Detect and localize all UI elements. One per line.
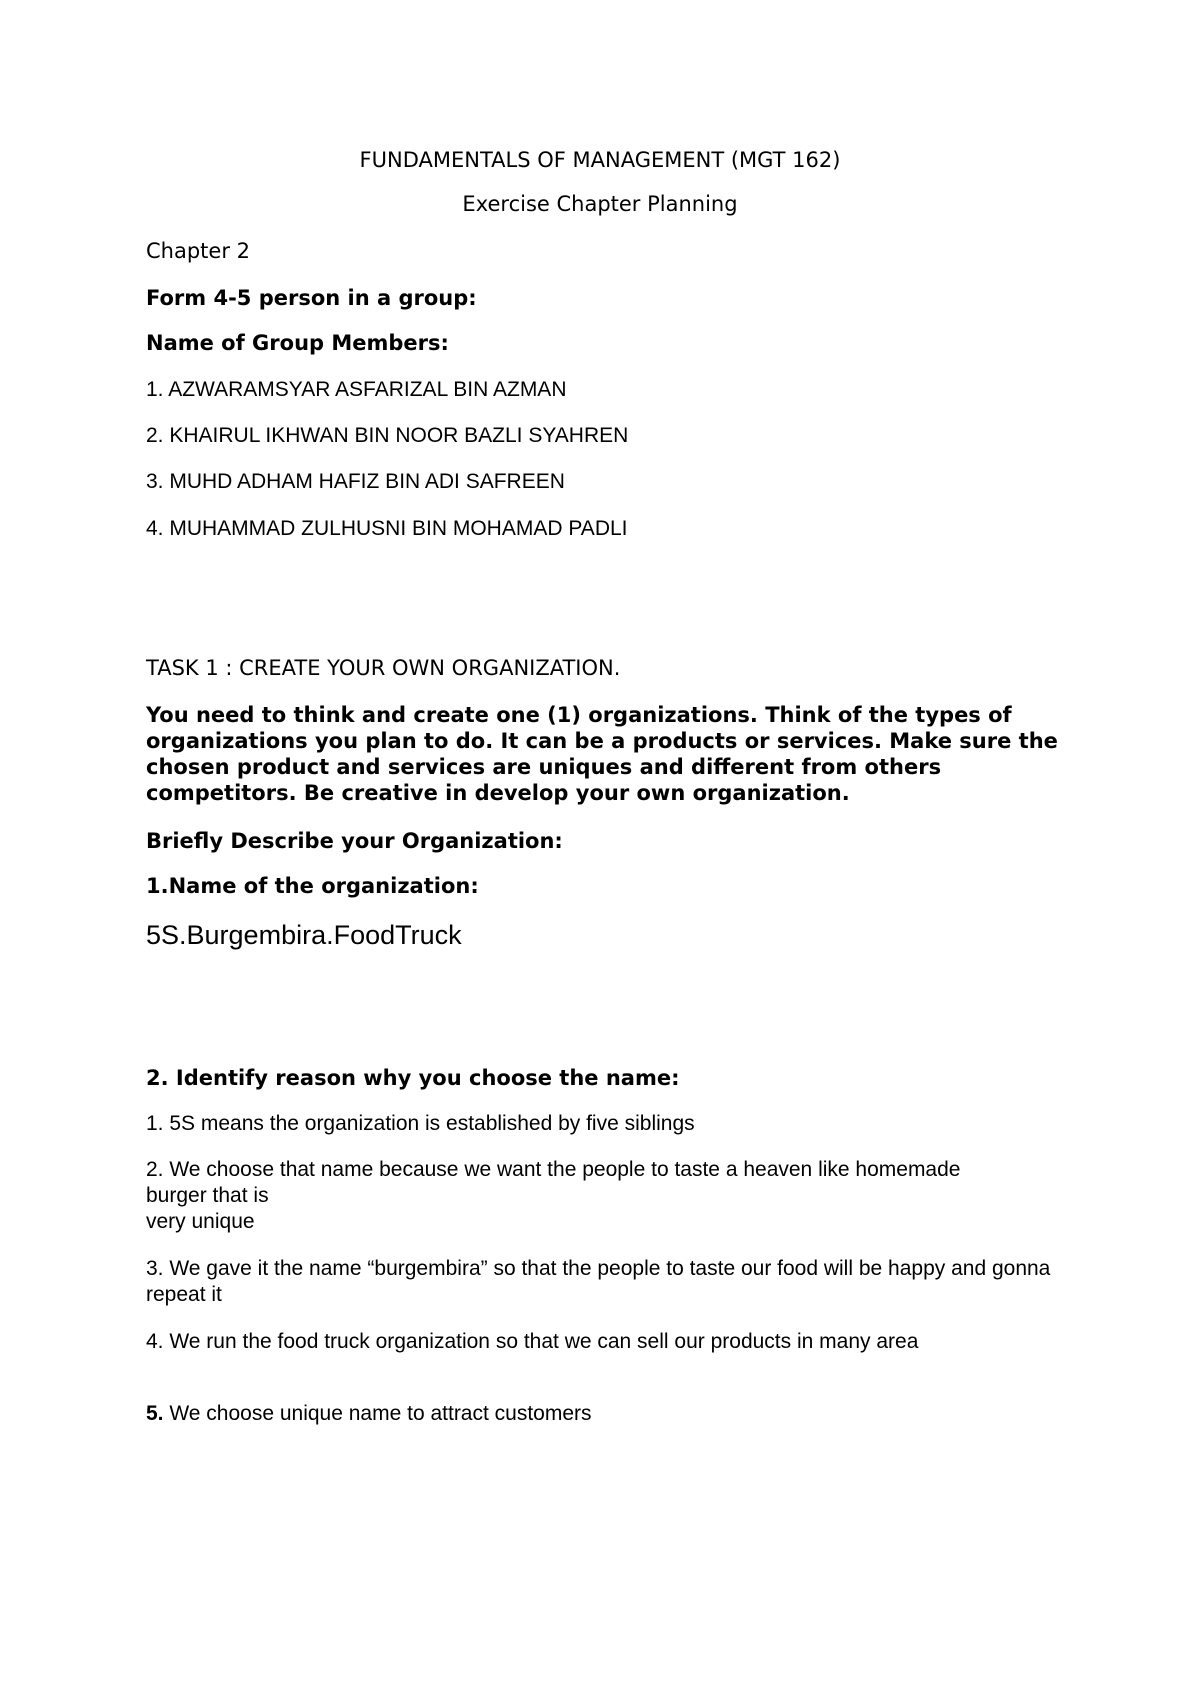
- reason-number: 5.: [146, 1402, 164, 1425]
- reason-number: 1.: [146, 1112, 164, 1135]
- reason-text: We choose unique name to attract customers: [163, 1402, 592, 1425]
- reason-text: We choose that name because we want the people to taste a heaven like homemade burger that is: [146, 1158, 961, 1207]
- reason-number: 3.: [146, 1257, 164, 1280]
- member-item-2: 2. KHAIRUL IKHWAN BIN NOOR BAZLI SYAHREN: [146, 424, 629, 447]
- task-instruction: You need to think and create one (1) organizations. Think of the types of organizations you plan to do. It can be a products or services. Make sure the chosen product and services are uniques and different from others competitors. Be creative in develop your own organization.: [146, 703, 1058, 805]
- reason-item-1: [146, 1111, 1066, 1137]
- reason-item-4: [146, 1329, 1046, 1355]
- member-item-1: 1. AZWARAMSYAR ASFARIZAL BIN AZMAN: [146, 378, 567, 401]
- reason-item-3: [146, 1256, 1076, 1308]
- reason-text: We run the food truck organization so that we can sell our products in many area: [163, 1330, 919, 1353]
- question-2-label: 2. Identify reason why you choose the name:: [146, 1066, 680, 1090]
- task-heading: TASK 1 : CREATE YOUR OWN ORGANIZATION.: [146, 656, 621, 680]
- reason-text-continued: very unique: [146, 1210, 255, 1233]
- course-title: FUNDAMENTALS OF MANAGEMENT (MGT 162): [359, 148, 841, 172]
- chapter-label: Chapter 2: [146, 239, 250, 263]
- exercise-title: Exercise Chapter Planning: [462, 192, 738, 216]
- member-item-4: 4. MUHAMMAD ZULHUSNI BIN MOHAMAD PADLI: [146, 517, 628, 540]
- reason-text: We gave it the name “burgembira” so that the people to taste our food will be happy and gonna repeat it: [146, 1257, 1051, 1306]
- reason-number: 2.: [146, 1158, 164, 1181]
- reason-item-5: [146, 1401, 1066, 1427]
- reason-text: 5S means the organization is established by five siblings: [163, 1112, 695, 1135]
- reason-number: 4.: [146, 1330, 164, 1353]
- question-1-label: 1.Name of the organization:: [146, 874, 479, 898]
- group-instruction: Form 4-5 person in a group:: [146, 286, 477, 310]
- members-heading: Name of Group Members:: [146, 331, 449, 355]
- member-item-3: 3. MUHD ADHAM HAFIZ BIN ADI SAFREEN: [146, 470, 565, 493]
- describe-heading: Briefly Describe your Organization:: [146, 829, 563, 853]
- organization-name: 5S.Burgembira.FoodTruck: [146, 920, 462, 950]
- reason-item-2: [146, 1157, 1026, 1235]
